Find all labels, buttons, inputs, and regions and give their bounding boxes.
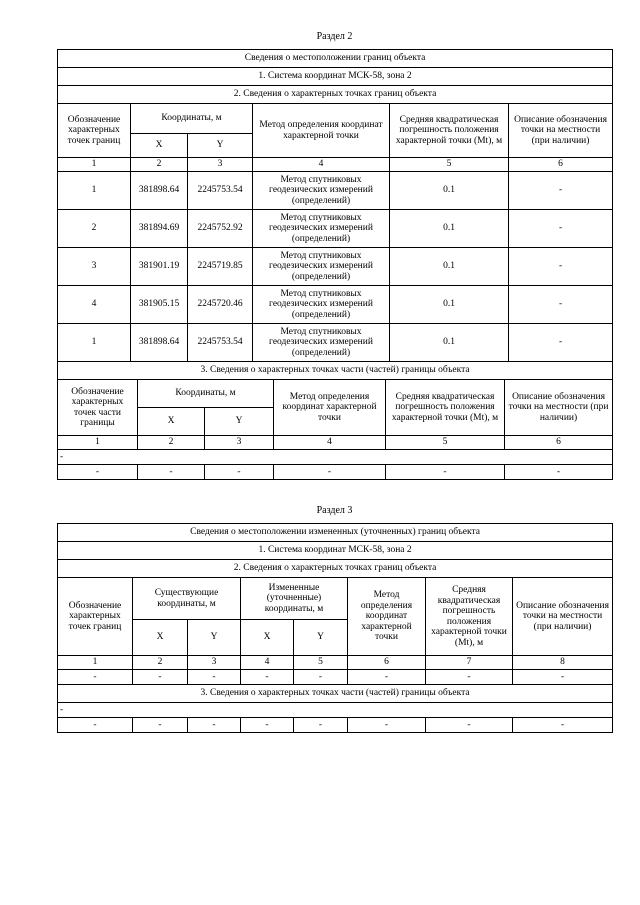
table-row [58, 324, 613, 362]
col-num: 1 [58, 158, 131, 172]
col-num: 1 [58, 436, 138, 450]
section-3-title: Раздел 3 [316, 505, 353, 516]
point-x: 381898.64 [131, 324, 188, 362]
point-number: 1 [58, 172, 131, 210]
col-designation: Обозначение характерных точек границ [58, 104, 131, 158]
col-description: Описание обозначения точки на местности (при наличии) [513, 578, 613, 656]
col-y: Y [188, 620, 241, 656]
parts-col-designation: Обозначение характерных точек части границы [58, 380, 138, 436]
point-desc: - [509, 248, 613, 286]
table-row [58, 248, 613, 286]
point-y: 2245720.46 [188, 286, 253, 324]
point-mt: 0.1 [390, 210, 509, 248]
col-num: 3 [188, 656, 241, 670]
parts-part-label: - [58, 703, 613, 718]
section-2-points-title: 2. Сведения о характерных точках границ объекта [58, 86, 613, 104]
col-num: 5 [294, 656, 348, 670]
parts-col-description: Описание обозначения точки на местности (при наличии) [505, 380, 613, 436]
col-error: Средняя квадратическая погрешность положения характерной точки (Mt), м [390, 104, 509, 158]
point-mt: 0.1 [390, 286, 509, 324]
col-num: 5 [386, 436, 505, 450]
col-num: 4 [253, 158, 390, 172]
empty-cell: - [138, 465, 205, 480]
table-row [58, 210, 613, 248]
table-row [58, 465, 613, 480]
empty-cell: - [426, 670, 513, 685]
section-3-parts-title: 3. Сведения о характерных точках части (частей) границы объекта [58, 685, 613, 703]
point-number: 2 [58, 210, 131, 248]
col-y: Y [294, 620, 348, 656]
section-3-header: Сведения о местоположении измененных (уточненных) границ объекта [58, 524, 613, 542]
col-error: Средняя квадратическая погрешность положения характерной точки (Mt), м [426, 578, 513, 656]
col-method: Метод определения координат характерной точки [348, 578, 426, 656]
point-x: 381901.19 [131, 248, 188, 286]
col-num: 8 [513, 656, 613, 670]
table-row [58, 718, 613, 733]
section-2-header: Сведения о местоположении границ объекта [58, 50, 613, 68]
point-x: 381894.69 [131, 210, 188, 248]
col-num: 7 [426, 656, 513, 670]
section-3-table [57, 523, 613, 733]
empty-cell: - [294, 718, 348, 733]
point-desc: - [509, 286, 613, 324]
empty-cell: - [348, 670, 426, 685]
empty-cell: - [294, 670, 348, 685]
col-coords: Координаты, м [131, 104, 253, 134]
col-num: 3 [188, 158, 253, 172]
empty-cell: - [348, 718, 426, 733]
col-method: Метод определения координат характерной точки [253, 104, 390, 158]
point-y: 2245719.85 [188, 248, 253, 286]
empty-cell: - [513, 670, 613, 685]
point-x: 381905.15 [131, 286, 188, 324]
point-desc: - [509, 324, 613, 362]
point-number: 4 [58, 286, 131, 324]
section-2-system: 1. Система координат МСК-58, зона 2 [58, 68, 613, 86]
point-number: 1 [58, 324, 131, 362]
point-desc: - [509, 172, 613, 210]
col-num: 2 [138, 436, 205, 450]
point-method: Метод спутниковых геодезических измерений (определений) [253, 172, 390, 210]
point-method: Метод спутниковых геодезических измерений (определений) [253, 210, 390, 248]
col-num: 4 [274, 436, 386, 450]
empty-cell: - [133, 718, 188, 733]
point-method: Метод спутниковых геодезических измерений (определений) [253, 286, 390, 324]
section-2-parts-title: 3. Сведения о характерных точках части (частей) границы объекта [58, 362, 613, 380]
section-3-points-title: 2. Сведения о характерных точках границ объекта [58, 560, 613, 578]
empty-cell: - [274, 465, 386, 480]
col-num: 3 [205, 436, 274, 450]
point-mt: 0.1 [390, 324, 509, 362]
point-y: 2245753.54 [188, 324, 253, 362]
empty-cell: - [386, 465, 505, 480]
col-changed-coords: Измененные (уточненные) координаты, м [241, 578, 348, 620]
empty-cell: - [426, 718, 513, 733]
section-3-system: 1. Система координат МСК-58, зона 2 [58, 542, 613, 560]
empty-cell: - [188, 670, 241, 685]
section-2-table [57, 49, 613, 380]
point-x: 381898.64 [131, 172, 188, 210]
col-x: X [133, 620, 188, 656]
point-number: 3 [58, 248, 131, 286]
table-row [58, 670, 613, 685]
col-num: 6 [348, 656, 426, 670]
point-desc: - [509, 210, 613, 248]
col-existing-coords: Существующие координаты, м [133, 578, 241, 620]
table-row [58, 172, 613, 210]
parts-part-label: - [58, 450, 613, 465]
point-y: 2245752.92 [188, 210, 253, 248]
col-x: X [131, 134, 188, 158]
empty-cell: - [505, 465, 613, 480]
col-x: X [241, 620, 294, 656]
empty-cell: - [58, 465, 138, 480]
section-2-title: Раздел 2 [316, 31, 353, 42]
col-num: 6 [505, 436, 613, 450]
empty-cell: - [58, 718, 133, 733]
empty-cell: - [205, 465, 274, 480]
empty-cell: - [133, 670, 188, 685]
col-num: 2 [133, 656, 188, 670]
empty-cell: - [241, 670, 294, 685]
section-2 [57, 30, 612, 480]
table-row [58, 286, 613, 324]
col-num: 1 [58, 656, 133, 670]
empty-cell: - [58, 670, 133, 685]
col-num: 6 [509, 158, 613, 172]
point-mt: 0.1 [390, 172, 509, 210]
point-method: Метод спутниковых геодезических измерений (определений) [253, 248, 390, 286]
point-mt: 0.1 [390, 248, 509, 286]
parts-col-coords: Координаты, м [138, 380, 274, 408]
col-description: Описание обозначения точки на местности (при наличии) [509, 104, 613, 158]
empty-cell: - [188, 718, 241, 733]
section-3 [57, 504, 612, 733]
parts-col-x: X [138, 408, 205, 436]
point-method: Метод спутниковых геодезических измерений (определений) [253, 324, 390, 362]
col-num: 2 [131, 158, 188, 172]
col-num: 4 [241, 656, 294, 670]
point-y: 2245753.54 [188, 172, 253, 210]
empty-cell: - [513, 718, 613, 733]
col-num: 5 [390, 158, 509, 172]
parts-col-method: Метод определения координат характерной точки [274, 380, 386, 436]
col-designation: Обозначение характерных точек границ [58, 578, 133, 656]
parts-col-error: Средняя квадратическая погрешность положения характерной точки (Mt), м [386, 380, 505, 436]
empty-cell: - [241, 718, 294, 733]
parts-col-y: Y [205, 408, 274, 436]
col-y: Y [188, 134, 253, 158]
section-2-parts-table [57, 379, 613, 480]
